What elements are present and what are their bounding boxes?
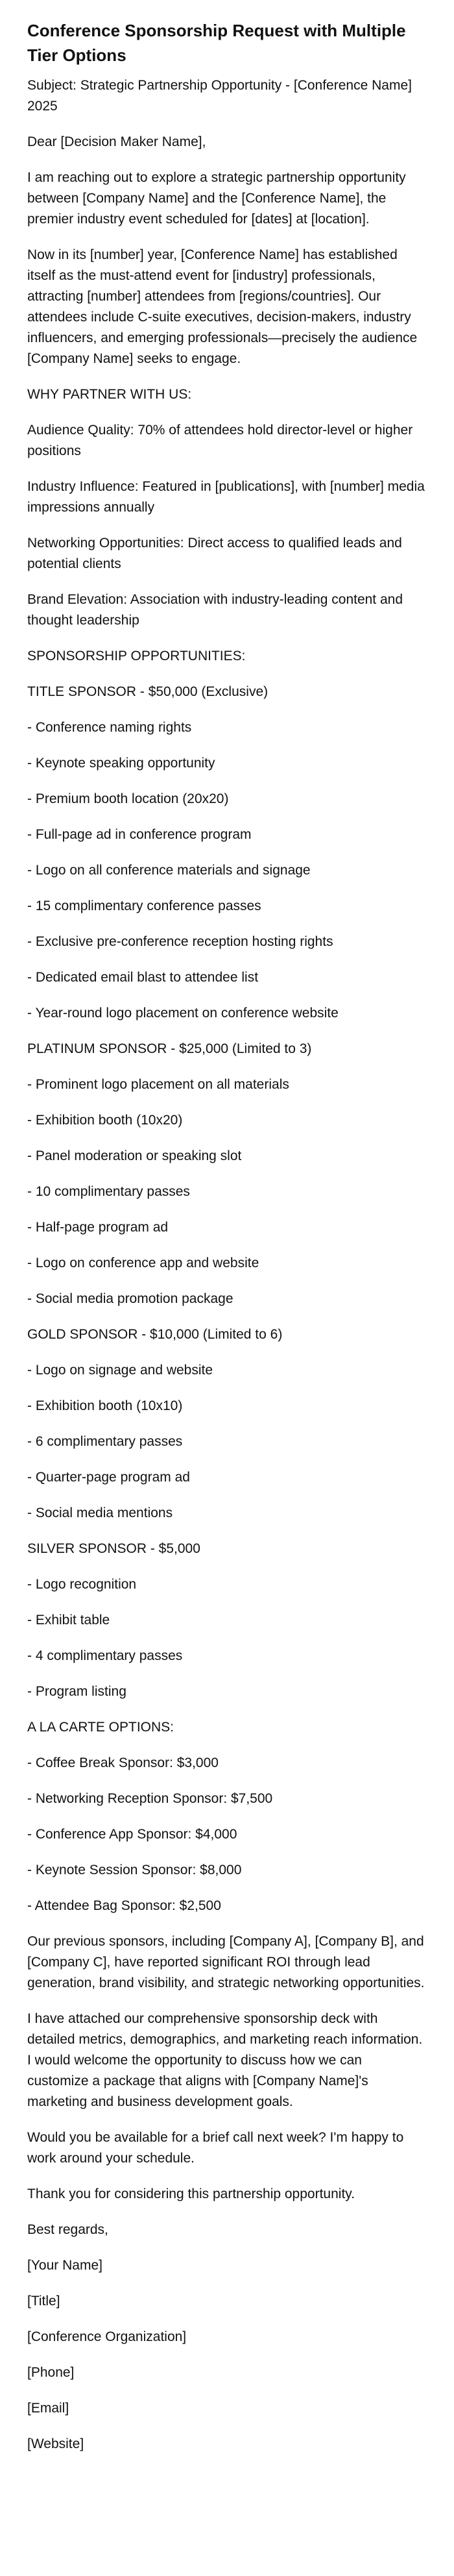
tier-item: - Exhibition booth (10x20) [27,1113,183,1128]
tier-item: - Half-page program ad [27,1220,169,1235]
closing-paragraph: I have attached our comprehensive sponsorship deck with detailed metrics, demographics, and marketing reach information. I would welcome the opportunity to discuss how we can customize a package that aligns with [Company Name]'s marketing and business development goals. [27,2011,423,2109]
closing-paragraph: Would you be available for a brief call next week? I'm happy to work around your schedule. [27,2130,404,2166]
signature-name: [Your Name] [27,2258,102,2273]
tier-item: - 10 complimentary passes [27,1184,190,1199]
tier-item: - Logo on signage and website [27,1363,213,1378]
tier-heading: PLATINUM SPONSOR - $25,000 (Limited to 3) [27,1041,312,1056]
tier-item: - 15 complimentary conference passes [27,898,261,913]
subject-line: Subject: Strategic Partnership Opportunity - [Conference Name] 2025 [27,78,412,114]
tier-item: - Panel moderation or speaking slot [27,1148,242,1163]
tier-item: - Exhibit table [27,1613,110,1628]
tier-item: - Prominent logo placement on all materials [27,1077,289,1092]
greeting: Dear [Decision Maker Name], [27,134,206,149]
tier-item: - Full-page ad in conference program [27,827,252,842]
document-title: Conference Sponsorship Request with Multiple Tier Options [27,21,406,65]
why-point: Industry Influence: Featured in [publications], with [number] media impressions annually [27,479,425,515]
section-heading-why: WHY PARTNER WITH US: [27,387,192,402]
section-heading-opportunities: SPONSORSHIP OPPORTUNITIES: [27,649,246,663]
tier-item: - Exhibition booth (10x10) [27,1398,183,1413]
tier-item: - Logo recognition [27,1577,137,1592]
tier-item: - Exclusive pre-conference reception hosting rights [27,934,333,949]
intro-paragraph: I am reaching out to explore a strategic partnership opportunity between [Company Name] and the [Conference Name], the premier industry event scheduled for [dates] at [location]. [27,170,406,227]
signature-phone: [Phone] [27,2365,75,2380]
signature-website: [Website] [27,2436,84,2451]
signature-title: [Title] [27,2294,60,2309]
tier-item: - Quarter-page program ad [27,1470,190,1485]
why-point: Brand Elevation: Association with industry-leading content and thought leadership [27,592,403,628]
tier-heading: GOLD SPONSOR - $10,000 (Limited to 6) [27,1327,283,1342]
signature-email: [Email] [27,2401,69,2416]
tier-item: - Year-round logo placement on conference website [27,1006,339,1021]
signoff: Best regards, [27,2222,108,2237]
tier-item: - Program listing [27,1684,126,1699]
tier-item: - Keynote speaking opportunity [27,756,215,771]
signature-organization: [Conference Organization] [27,2329,187,2344]
tier-item: - 6 complimentary passes [27,1434,183,1449]
tier-item: - Dedicated email blast to attendee list [27,970,259,985]
tier-heading: SILVER SPONSOR - $5,000 [27,1541,200,1556]
why-point: Networking Opportunities: Direct access to qualified leads and potential clients [27,536,402,571]
alacarte-item: - Attendee Bag Sponsor: $2,500 [27,1898,221,1913]
intro-paragraph: Now in its [number] year, [Conference Name] has established itself as the must-attend event for [industry] professionals, attracting [number] attendees from [regions/countries]. Our attendees include C-suite executives, decision-makers, industry influencers, and emerging professionals—precisely the audience [Company Name] seeks to engage. [27,247,418,366]
tier-item: - Conference naming rights [27,720,192,735]
closing-paragraph: Our previous sponsors, including [Company A], [Company B], and [Company C], have reported significant ROI through lead generation, brand visibility, and strategic networking opportunities. [27,1934,425,1990]
tier-item: - Logo on all conference materials and signage [27,863,311,878]
tier-item: - Social media mentions [27,1505,173,1520]
alacarte-item: - Networking Reception Sponsor: $7,500 [27,1791,273,1806]
tier-item: - Social media promotion package [27,1291,233,1306]
alacarte-item: - Coffee Break Sponsor: $3,000 [27,1755,219,1770]
alacarte-item: - Keynote Session Sponsor: $8,000 [27,1863,242,1877]
closing-paragraph: Thank you for considering this partnership opportunity. [27,2186,355,2201]
tier-heading: TITLE SPONSOR - $50,000 (Exclusive) [27,684,269,699]
tier-item: - Logo on conference app and website [27,1256,259,1270]
section-heading-alacarte: A LA CARTE OPTIONS: [27,1720,174,1735]
tier-item: - 4 complimentary passes [27,1648,183,1663]
tier-item: - Premium booth location (20x20) [27,791,229,806]
why-point: Audience Quality: 70% of attendees hold director-level or higher positions [27,423,413,458]
alacarte-item: - Conference App Sponsor: $4,000 [27,1827,237,1842]
